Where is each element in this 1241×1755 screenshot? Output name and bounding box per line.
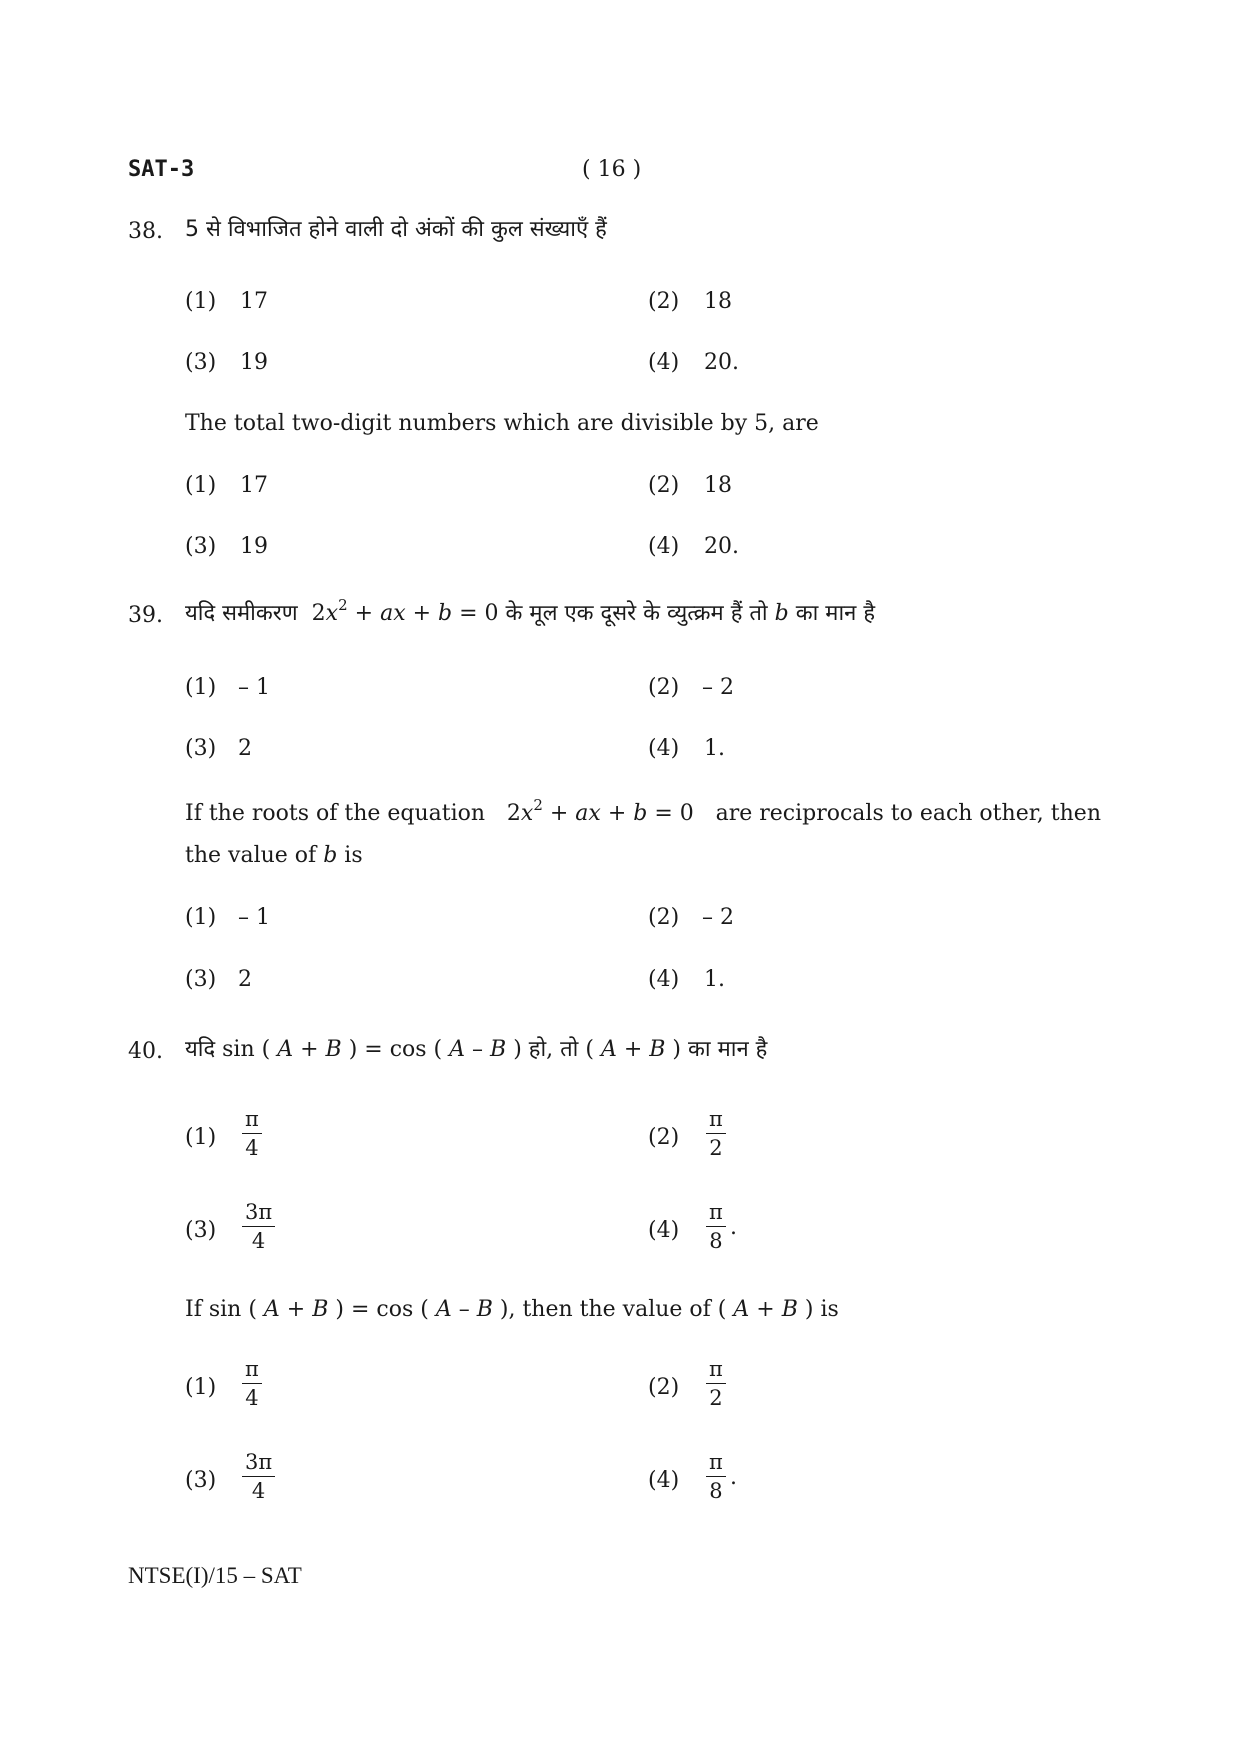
q40-en-l: B <box>781 1297 798 1322</box>
eq-zero-en: = 0 <box>647 801 694 826</box>
q40-en-opt3-fraction <box>242 1450 275 1503</box>
eq-coefficient-en: 2 <box>506 801 521 826</box>
q40-hi-d: B <box>325 1037 342 1062</box>
q40-en-a: If sin ( <box>185 1297 257 1322</box>
q40-hi-opt4-label: (4) <box>648 1218 680 1243</box>
q40-en-opt4-label: (4) <box>648 1468 680 1493</box>
q38-en-opt4-label: (4) <box>648 534 680 559</box>
q40-en-opt2-label: (2) <box>648 1375 680 1400</box>
q39-en-opt2-label: (2) <box>648 905 680 930</box>
q40-en-b: A <box>263 1297 280 1322</box>
q40-en-d: B <box>312 1297 329 1322</box>
page-number: ( 16 ) <box>582 157 642 182</box>
q38-hi-opt4-label: (4) <box>648 350 680 375</box>
fraction-denominator: 4 <box>245 1136 259 1160</box>
eq-x: x <box>393 601 406 626</box>
footer-code: NTSE(I)/15 – SAT <box>128 1563 302 1588</box>
q39-hi-opt1-value: – 1 <box>238 675 270 700</box>
q39-hi-opt3-value: 2 <box>238 736 252 761</box>
question-39-english-line1 <box>185 796 1101 828</box>
question-40-hindi <box>185 1036 767 1064</box>
q40-en-f: A <box>435 1297 452 1322</box>
eq-plus-2: + <box>405 601 439 626</box>
header-code: SAT-3 <box>128 157 195 182</box>
q40-hi-opt4-suffix: . <box>730 1215 737 1240</box>
q40-en-opt2-fraction <box>706 1357 726 1410</box>
q38-hi-opt4-value: 20. <box>704 350 739 375</box>
q39-hindi-end: का मान है <box>795 601 876 626</box>
q39-hi-opt1-label: (1) <box>185 675 217 700</box>
eq-a-en: a <box>575 801 589 826</box>
q38-en-opt1-value: 17 <box>240 473 268 498</box>
question-39-english-line2 <box>185 842 363 870</box>
q40-hi-h: B <box>490 1037 507 1062</box>
q40-en-c: + <box>279 1297 313 1322</box>
q39-en-opt1-label: (1) <box>185 905 217 930</box>
q40-hi-opt1-label: (1) <box>185 1125 217 1150</box>
q39-en-opt3-label: (3) <box>185 967 217 992</box>
q40-en-h: B <box>476 1297 493 1322</box>
eq-b: b <box>438 601 453 626</box>
q39-en-l2-var: b <box>323 843 338 868</box>
eq-plus2-en: + <box>600 801 634 826</box>
q40-hi-j: A <box>600 1037 617 1062</box>
question-39-hindi <box>185 596 876 628</box>
fraction-denominator: 4 <box>245 1386 259 1410</box>
q40-hi-k: + <box>616 1037 650 1062</box>
q39-en-equation <box>506 796 694 828</box>
q40-hi-opt2-fraction <box>706 1107 726 1160</box>
q38-en-opt3-value: 19 <box>240 534 268 559</box>
q40-hi-m: ) का मान है <box>665 1037 768 1062</box>
q40-hi-i: ) हो, तो ( <box>506 1037 594 1062</box>
q40-en-m: ) is <box>797 1297 839 1322</box>
q39-hindi-post: के मूल एक दूसरे के व्युत्क्रम हैं तो <box>505 601 768 626</box>
fraction-numerator: π <box>706 1107 726 1134</box>
fraction-denominator: 2 <box>709 1136 723 1160</box>
q40-hi-opt3-fraction <box>242 1200 275 1253</box>
q39-en-opt4-label: (4) <box>648 967 680 992</box>
fraction-numerator: π <box>706 1450 726 1477</box>
q40-hi-l: B <box>649 1037 666 1062</box>
q40-en-opt1-fraction <box>242 1357 262 1410</box>
q40-en-opt1-label: (1) <box>185 1375 217 1400</box>
q40-en-opt4-suffix: . <box>730 1465 737 1490</box>
q40-hi-opt2-label: (2) <box>648 1125 680 1150</box>
q39-hindi-equation <box>305 596 499 626</box>
q39-en-opt1-value: – 1 <box>238 905 270 930</box>
fraction-numerator: 3π <box>242 1450 275 1477</box>
q40-hi-opt1-fraction <box>242 1107 262 1160</box>
q38-hi-opt1-value: 17 <box>240 289 268 314</box>
q40-en-i: ), then the value of ( <box>492 1297 727 1322</box>
q40-en-opt3-label: (3) <box>185 1468 217 1493</box>
fraction-denominator: 8 <box>709 1479 723 1503</box>
q40-hi-b: A <box>277 1037 294 1062</box>
q38-hi-opt2-value: 18 <box>704 289 732 314</box>
q38-en-opt3-label: (3) <box>185 534 217 559</box>
eq-plus: + <box>347 601 381 626</box>
q39-en-l2-pre: the value of <box>185 843 317 868</box>
q39-hi-opt4-value: 1. <box>704 736 725 761</box>
fraction-denominator: 4 <box>251 1229 266 1253</box>
q40-hi-g: – <box>465 1037 491 1062</box>
eq-variable: x <box>325 601 339 626</box>
q40-en-e: ) = cos ( <box>328 1297 429 1322</box>
q40-hi-opt3-label: (3) <box>185 1218 217 1243</box>
q40-hi-a: यदि sin ( <box>185 1037 271 1062</box>
q38-en-opt2-label: (2) <box>648 473 680 498</box>
q38-en-opt4-value: 20. <box>704 534 739 559</box>
q40-hi-c: + <box>293 1037 326 1062</box>
q38-hi-opt3-label: (3) <box>185 350 217 375</box>
q39-hi-opt2-value: – 2 <box>702 675 734 700</box>
q39-en-opt3-value: 2 <box>238 967 252 992</box>
q39-en-opt2-value: – 2 <box>702 905 734 930</box>
q39-hi-opt2-label: (2) <box>648 675 680 700</box>
eq-zero: = 0 <box>452 601 499 626</box>
fraction-numerator: 3π <box>242 1200 275 1227</box>
q39-en-pre: If the roots of the equation <box>185 801 486 826</box>
q39-en-opt4-value: 1. <box>704 967 725 992</box>
q38-en-opt2-value: 18 <box>704 473 732 498</box>
eq-exponent-en: 2 <box>533 796 543 814</box>
question-39-number: 39. <box>128 603 163 628</box>
question-38-english: The total two-digit numbers which are divisible by 5, are <box>185 411 819 436</box>
fraction-numerator: π <box>242 1107 262 1134</box>
fraction-denominator: 2 <box>709 1386 723 1410</box>
q40-hi-f: A <box>449 1037 466 1062</box>
q38-en-opt1-label: (1) <box>185 473 217 498</box>
q39-hi-opt3-label: (3) <box>185 736 217 761</box>
q39-hindi-pre: यदि समीकरण <box>185 601 298 626</box>
q38-hi-opt2-label: (2) <box>648 289 680 314</box>
question-38-hindi: 5 से विभाजित होने वाली दो अंकों की कुल संख्याएँ हैं <box>185 217 607 242</box>
eq-exponent: 2 <box>338 596 348 614</box>
q40-hi-opt4-fraction <box>706 1200 726 1253</box>
q40-en-g: – <box>451 1297 477 1322</box>
q40-en-j: A <box>733 1297 750 1322</box>
fraction-denominator: 8 <box>709 1229 723 1253</box>
eq-coefficient: 2 <box>311 601 326 626</box>
question-38-number: 38. <box>128 219 163 244</box>
eq-b-en: b <box>633 801 648 826</box>
q40-en-k: + <box>749 1297 782 1322</box>
fraction-numerator: π <box>706 1357 726 1384</box>
q40-hi-e: ) = cos ( <box>341 1037 443 1062</box>
eq-variable-en: x <box>520 801 534 826</box>
eq-plus-en: + <box>542 801 576 826</box>
q39-en-post: are reciprocals to each other, then <box>715 801 1101 826</box>
fraction-numerator: π <box>706 1200 726 1227</box>
q38-hi-opt1-label: (1) <box>185 289 217 314</box>
q39-hindi-var: b <box>774 601 789 626</box>
fraction-denominator: 4 <box>251 1479 266 1503</box>
question-40-number: 40. <box>128 1039 163 1064</box>
eq-x-en: x <box>588 801 601 826</box>
fraction-numerator: π <box>242 1357 262 1384</box>
question-40-english <box>185 1296 839 1324</box>
q38-hi-opt3-value: 19 <box>240 350 268 375</box>
q39-en-l2-end: is <box>344 843 363 868</box>
q39-hi-opt4-label: (4) <box>648 736 680 761</box>
eq-a: a <box>380 601 394 626</box>
q40-en-opt4-fraction <box>706 1450 726 1503</box>
